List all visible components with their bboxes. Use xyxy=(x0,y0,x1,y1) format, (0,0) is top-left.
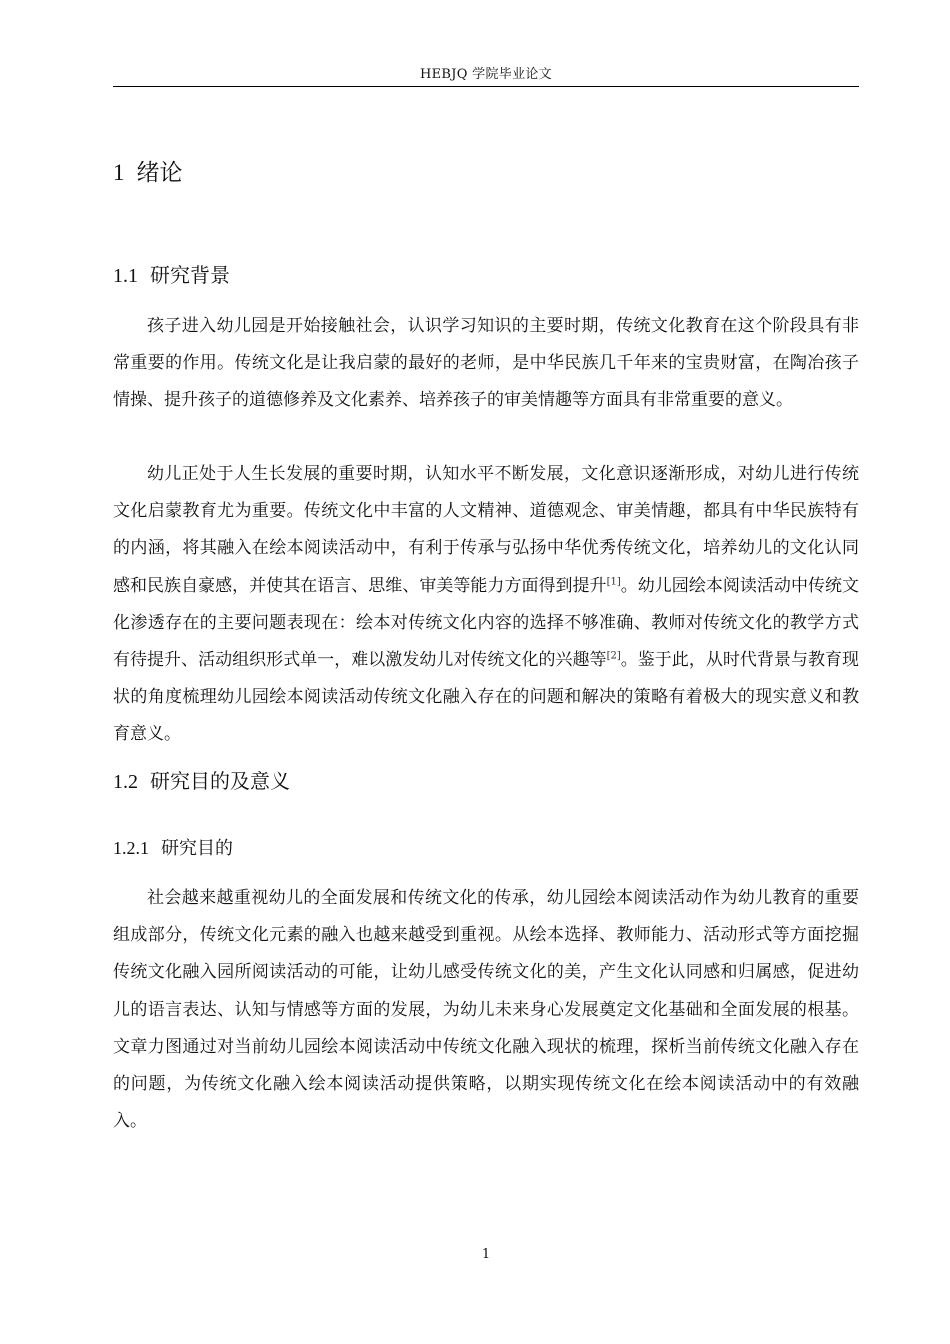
citation-ref-1: [1] xyxy=(606,575,621,587)
paragraph-2-text-a: 幼儿正处于人生长发展的重要时期，认知水平不断发展，文化意识逐渐形成，对幼儿进行传统文化启蒙教育尤为重要。传统文化中丰富的人文精神、道德观念、审美情趣，都具有中华民族特有的内涵，将其融入在绘本阅读活动中，有利于传承与弘扬中华优秀传统文化，培养幼儿的文化认同感和民族自豪感，并使其在语言、思维、审美等能力方面得到提升 xyxy=(113,464,859,596)
section-title: 研究目的及意义 xyxy=(150,769,290,793)
running-header: HEBJQ 学院毕业论文 xyxy=(420,67,552,82)
subsection-title: 研究目的 xyxy=(161,838,233,859)
section-heading-background xyxy=(113,260,230,291)
citation-ref-2: [2] xyxy=(606,650,621,662)
paragraph-2-text-b: 。幼儿园绘本阅读活动中传统文化渗透存在的主要问题表现在：绘本对传统文化内容的选择不够准确、教师对传统文化的教学方式有待提升、活动组织形式单一，难以激发幼儿对传统文化的兴趣等 xyxy=(113,575,860,671)
chapter-title: 绪论 xyxy=(136,160,183,186)
header-divider xyxy=(113,86,859,87)
body-paragraph-3: 社会越来越重视幼儿的全面发展和传统文化的传承，幼儿园绘本阅读活动作为幼儿教育的重要组成部分，传统文化元素的融入也越来越受到重视。从绘本选择、教师能力、活动形式等方面挖掘传统文化融入园所阅读活动的可能，让幼儿感受传统文化的美，产生文化认同感和归属感，促进幼儿的语言表达、认知与情感等方面的发展，为幼儿未来身心发展奠定文化基础和全面发展的根基。文章力图通过对当前幼儿园绘本阅读活动中传统文化融入现状的梳理，探析当前传统文化融入存在的问题，为传统文化融入绘本阅读活动提供策略，以期实现传统文化在绘本阅读活动中的有效融入。 xyxy=(113,888,859,1132)
body-paragraph-1: 孩子进入幼儿园是开始接触社会，认识学习知识的主要时期，传统文化教育在这个阶段具有非常重要的作用。传统文化是让我启蒙的最好的老师，是中华民族几千年来的宝贵财富，在陶冶孩子情操、提升孩子的道德修养及文化素养、培养孩子的审美情趣等方面具有非常重要的意义。 xyxy=(113,316,859,411)
section-title: 研究背景 xyxy=(150,263,230,287)
section-number: 1.1 xyxy=(113,265,138,287)
chapter-heading xyxy=(113,156,183,190)
section-heading-purpose xyxy=(113,766,290,797)
chapter-number: 1 xyxy=(113,160,125,185)
section-number: 1.2 xyxy=(113,771,138,793)
paragraph-2-text-c: 。鉴于此，从时代背景与教育现状的角度梳理幼儿园绘本阅读活动传统文化融入存在的问题和解决的策略有着极大的现实意义和教育意义。 xyxy=(113,650,860,745)
body-paragraph-2 xyxy=(113,456,859,754)
subsection-number: 1.2.1 xyxy=(113,838,149,858)
page-number: 1 xyxy=(481,1247,491,1262)
subsection-heading-goal xyxy=(113,834,233,863)
